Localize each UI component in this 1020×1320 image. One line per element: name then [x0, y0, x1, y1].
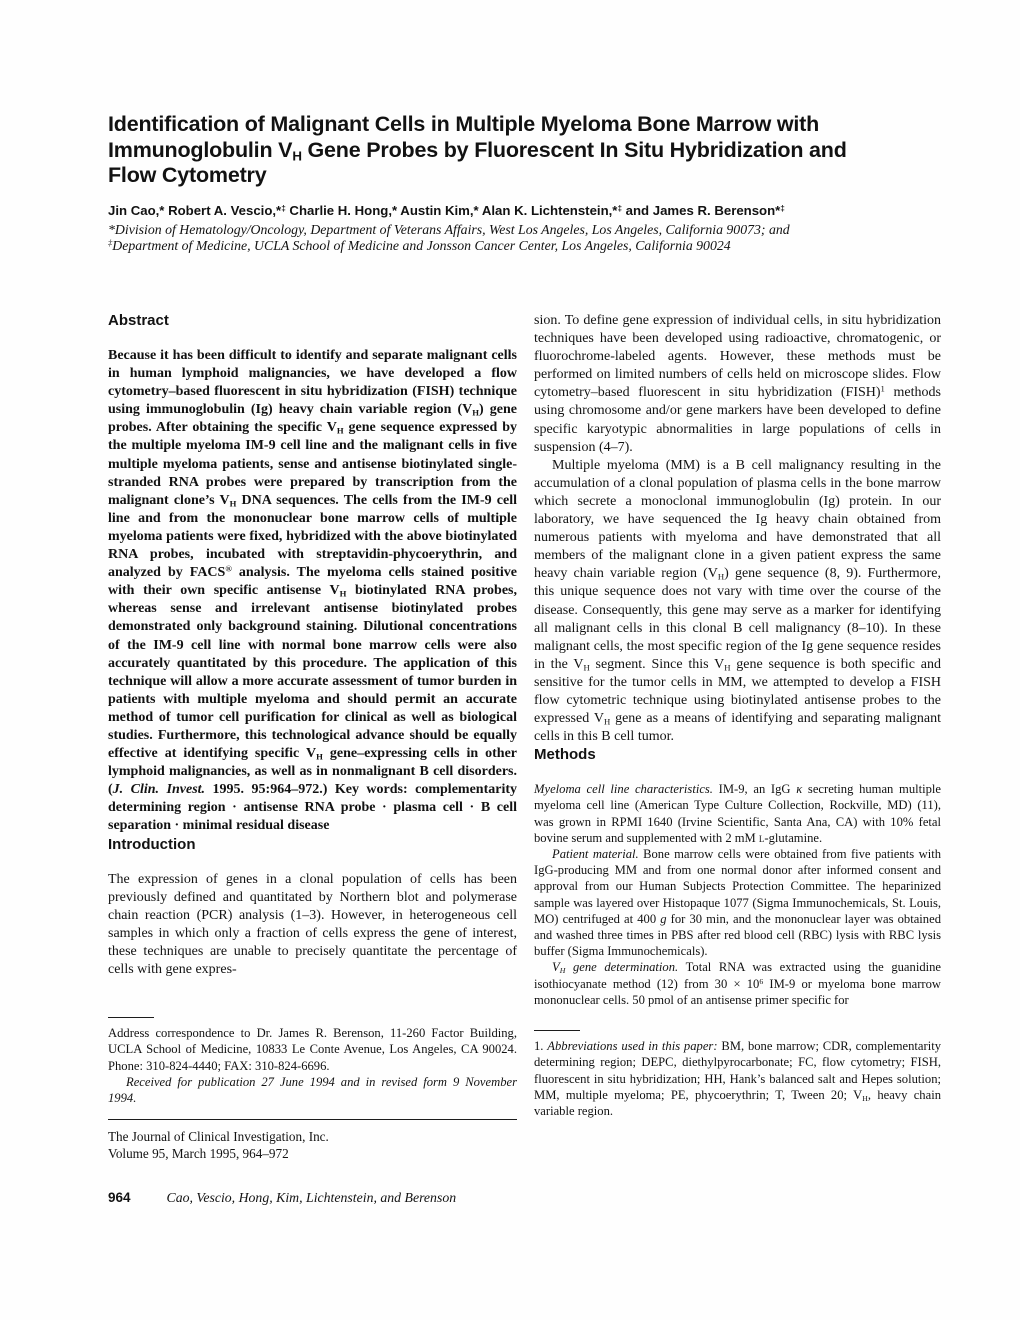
introduction-continuation: sion. To define gene expression of individual cells, in situ hybridization techniques have been developed using radioactive, chromatogenic, or fluorochrome-labeled agents. However, these methods must be performed on limited numbers of cells held on microscope slides. Flow cytometry–based fluorescent in situ hybridization (FISH)$^1$ methods using chromosome and/or gene markers have been developed to define specific karyotypic abnormalities in large populations of cells in suspension (4–7). [534, 313, 941, 455]
page-number: 964 [108, 1189, 131, 1205]
abstract-body: Because it has been difficult to identify and separate malignant cells in human lymphoid malignancies, we have developed a flow cytometry–based fluorescent in situ hybridization (FISH) technique using immunoglobulin (Ig) heavy chain variable region $(V_H)$ gene probes. After obtaining the specific $V_H$ gene sequence expressed by the multiple myeloma IM-9 cell line and the malignant cells in five multiple myeloma patients, sense and antisense biotinylated single-stranded RNA probes were prepared by transcription from the malignant clone’s $V_H$ DNA sequences. The cells from the IM-9 cell line and from the mononuclear bone marrow cells of multiple myeloma patients were fixed, hybridized with the above biotinylated RNA probes, incubated with streptavidin-phycoerythrin, and analyzed by FACS® analysis. The myeloma cells stained positive with their own specific antisense $V_H$ biotinylated RNA probes, whereas sense and irrelevant antisense biotinylated probes demonstrated only background staining. Dilutional concentrations of the IM-9 cell line with normal bone marrow cells were also accurately quantitated by this procedure. The application of this technique will allow a more accurate assessment of tumor burden in patients with multiple myeloma and should permit an accurate method of tumor cell purification for clinical as well as biological studies. Furthermore, this technological advance should be equally effective at identifying specific $V_H$ gene–expressing cells in other lymphoid malignancies, as well as in nonmalignant B cell disorders. (J. Clin. Invest. 1995. 95:964–972.) Key words: complementarity determining region · antisense RNA probe · plasma cell · B cell separation · minimal residual disease [108, 348, 518, 834]
abbreviations-note: 1. Abbreviations used in this paper: BM, bone marrow; CDR, complementarity determining region; DEPC, diethylpyrocarbonate; FC, flow cytometry; FISH, fluorescent in situ hybridization; HH, Hank’s balanced salt and Hepes solution; MM, multiple myeloma; PE, phycoerythrin; T, Tween 20; $V_H$, heavy chain variable region. [534, 1039, 941, 1119]
correspondence-footnote-rule [108, 1017, 154, 1018]
methods-paragraph-1: Myeloma cell line characteristics. IM-9, an IgG κ secreting human multiple myeloma cell line (American Type Culture Collection, Rockville, MD) (11), was grown in RPMI 1640 (Irvine Scientific, Santa Ana, CA) with 10% fetal bovine serum and supplemented with 2 mM l-glutamine. [534, 782, 941, 845]
affiliations-block [108, 222, 948, 256]
journal-name: The Journal of Clinical Investigation, Inc. [108, 1128, 329, 1144]
correspondence-note: Address correspondence to Dr. James R. Berenson, 11-260 Factor Building, UCLA School of Medicine, 10833 Le Conte Avenue, Los Angeles, CA 90024. Phone: 310-824-4440; FAX: 310-824-6696. [108, 1026, 517, 1073]
title-line-3: Flow Cytometry [108, 163, 267, 187]
running-authors: Cao, Vescio, Hong, Kim, Lichtenstein, and Berenson [166, 1189, 457, 1205]
affiliation-line-1: *Division of Hematology/Oncology, Department of Veterans Affairs, West Los Angeles, Los Angeles, California 90073; and [108, 221, 790, 237]
article-header [108, 112, 948, 255]
abbreviations-footnote-rule [534, 1030, 580, 1031]
methods-paragraph-2: Patient material. Bone marrow cells were obtained from five patients with IgG-producing MM and from one normal donor after informed consent and approval from our Human Subjects Protection Committee. The heparinized sample was layered over Histopaque 1077 (Sigma Immunochemicals, St. Louis, MO) centrifuged at 400 g for 30 min, and the mononuclear layer was obtained and washed three times in PBS after red blood cell (RBC) lysis with RBC lysis buffer (Sigma Immunochemicals). [534, 847, 941, 959]
journal-volume: Volume 95, March 1995, 964–972 [108, 1146, 289, 1162]
affiliation-line-2: ‡Department of Medicine, UCLA School of Medicine and Jonsson Cancer Center, Los Angeles, California 90024 [108, 238, 731, 254]
authors-line: Jin Cao,* Robert A. Vescio,*‡ Charlie H. Hong,* Austin Kim,* Alan K. Lichtenstein,*‡ and James R. Berenson*‡ [108, 202, 785, 218]
received-note: Received for publication 27 June 1994 and in revised form 9 November 1994. [108, 1074, 517, 1106]
page-footer [108, 1189, 517, 1207]
title-line-1: Identification of Malignant Cells in Multiple Myeloma Bone Marrow with [108, 112, 820, 136]
right-column [534, 312, 941, 1120]
introduction-paragraph: The expression of genes in a clonal population of cells has been previously defined and quantitated by Northern blot and polymerase chain reaction (PCR) analysis (1–3). However, in heterogeneous cell samples in which only a fraction of cells express the gene of interest, these techniques are unable to precisely quantitate the percentage of cells with gene expres- [108, 871, 517, 977]
introduction-heading: Introduction [108, 835, 196, 853]
abstract-heading: Abstract [108, 312, 169, 329]
introduction-paragraph-2: Multiple myeloma (MM) is a B cell malignancy resulting in the accumulation of a clonal population of plasma cells in the bone marrow which secrete a monoclonal immunoglobulin (Ig) protein. In our laboratory, we have sequenced the Ig heavy chain obtained from numerous patients with myeloma and have demonstrated that all members of the malignant clone in a given patient express the same heavy chain variable region $(V_H)$ gene sequence (8, 9). Furthermore, this unique sequence does not vary with time over the course of the disease. Consequently, this gene may serve as a marker for identifying all malignant cells in this clonal B cell malignancy (8–10). In these malignant cells, the most specific region of the Ig gene sequence resides in the $V_H$ segment. Since this $V_H$ gene sequence is both specific and sensitive for the tumor cells in MM, we attempted to develop a FISH flow cytometric technique using biotinylated antisense probes to the expressed $V_H$ gene as a means of identifying and separating malignant cells in this B cell tumor. [534, 457, 941, 745]
article-title [108, 112, 948, 189]
title-line-2: Immunoglobulin $V_H$ Gene Probes by Fluorescent In Situ Hybridization and [108, 137, 847, 164]
journal-divider-rule [108, 1119, 517, 1120]
left-column [108, 312, 517, 1207]
methods-heading: Methods [534, 746, 596, 764]
methods-paragraph-3: $V_H$ gene determination. Total RNA was extracted using the guanidine isothiocyanate method (12) from $30 \times 10^6$ IM-9 or myeloma bone marrow mononuclear cells. 50 pmol of an antisense primer specific for [534, 960, 942, 1007]
